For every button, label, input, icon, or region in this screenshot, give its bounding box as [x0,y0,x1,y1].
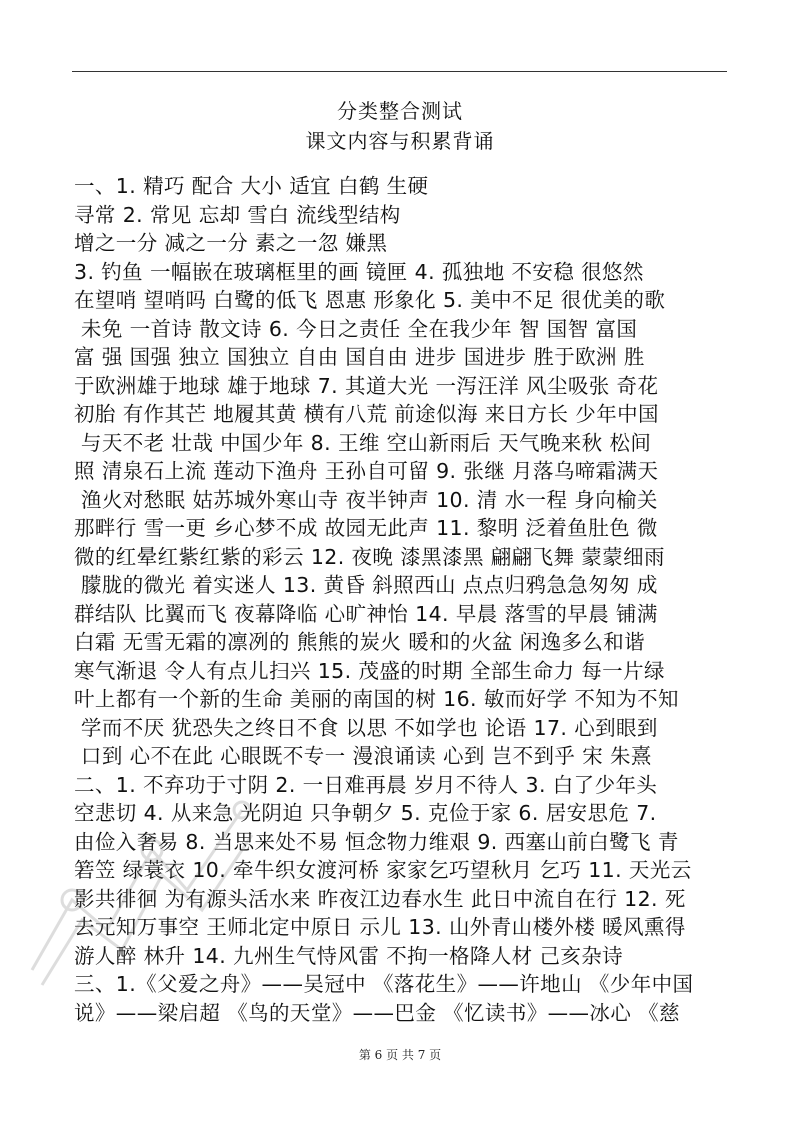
text-line: 叶上都有一个新的生命 美丽的南国的树 16. 敏而好学 不知为不知 [74,687,679,711]
text-line: 初胎 有作其芒 地履其黄 横有八荒 前途似海 来日方长 少年中国 [74,402,659,426]
text-line: 在望哨 望哨吗 白鹭的低飞 恩惠 形象化 5. 美中不足 很优美的歌 [74,288,666,312]
page-subtitle: 课文内容与积累背诵 [305,129,495,153]
text-line: 说》——梁启超 《鸟的天堂》——巴金 《忆读书》——冰心 《慈 [74,1000,680,1025]
text-line: 空悲切 4. 从来急 光阴迫 只争朝夕 5. 克俭于家 6. 居安思危 7. [74,801,657,825]
text-line: 照 清泉石上流 莲动下渔舟 王孙自可留 9. 张继 月落乌啼霜满天 [74,459,659,483]
text-line: 那畔行 雪一更 乡心梦不成 故园无此声 11. 黎明 泛着鱼肚色 微 [74,516,658,540]
text-line: 于欧洲雄于地球 雄于地球 7. 其道大光 一泻汪洋 风尘吸张 奇花 [74,373,659,398]
text-line: 寻常 2. 常见 忘却 雪白 流线型结构 [74,202,401,227]
text-line: 寒气渐退 令人有点儿扫兴 15. 茂盛的时期 全部生命力 每一片绿 [74,658,665,683]
text-line: 口到 心不在此 心眼既不专一 漫浪诵读 心到 岂不到乎 宋 朱熹 [74,744,652,768]
text-line: 3. 钓鱼 一幅嵌在玻璃框里的画 镜匣 4. 孤独地 不安稳 很悠然 [74,259,644,284]
text-line: 富 强 国强 独立 国独立 自由 国自由 进步 国进步 胜于欧洲 胜 [74,345,645,369]
text-line: 群结队 比翼而飞 夜幕降临 心旷神怡 14. 早晨 落雪的早晨 铺满 [74,601,658,626]
text-line: 朦胧的微光 着实迷人 13. 黄昏 斜照西山 点点归鸦急急匆匆 成 [74,573,658,597]
text-line: 由俭入奢易 8. 当思来处不易 恒念物力维艰 9. 西塞山前白鹭飞 青 [74,829,679,854]
page-footer: 第 6 页 共 7 页 [358,1048,442,1062]
text-line: 渔火对愁眠 姑苏城外寒山寺 夜半钟声 10. 清 水一程 身向榆关 [74,487,658,512]
text-line: 与天不老 壮哉 中国少年 8. 王维 空山新雨后 天气晚来秋 松间 [74,430,652,455]
text-line: 白霜 无雪无霜的凛冽的 熊熊的炭火 暖和的火盆 闲逸多么和谐 [74,630,646,654]
text-line: 增之一分 减之一分 素之一忽 嫌黑 [74,231,388,255]
text-line: 箬笠 绿蓑衣 10. 牵牛织女渡河桥 家家乞巧望秋月 乞巧 11. 天光云 [74,858,692,882]
text-line: 二、1. 不弃功于寸阴 2. 一日难再晨 岁月不待人 3. 白了少年头 [74,772,658,797]
header-divider [72,71,727,72]
title-block [0,96,800,156]
text-line: 游人醉 林升 14. 九州生气恃风雷 不拘一格降人材 己亥杂诗 [74,943,624,968]
text-line: 一、1. 精巧 配合 大小 适宜 白鹤 生硬 [74,174,429,198]
text-line: 学而不厌 犹恐失之终日不食 以思 不如学也 论语 17. 心到眼到 [74,715,658,740]
page-title: 分类整合测试 [337,99,463,123]
text-line: 去元知万事空 王师北定中原日 示儿 13. 山外青山楼外楼 暖风熏得 [74,915,686,939]
text-line: 微的红晕红紫红紫的彩云 12. 夜晚 漆黑漆黑 翩翩飞舞 蒙蒙细雨 [74,544,665,569]
text-line: 未免 一首诗 散文诗 6. 今日之责任 全在我少年 智 国智 富国 [74,316,638,341]
text-line: 三、1.《父爱之舟》——吴冠中 《落花生》——许地山 《少年中国 [74,972,694,996]
answer-text-body [74,172,734,1027]
text-line: 影共徘徊 为有源头活水来 昨夜江边春水生 此日中流自在行 12. 死 [74,886,686,911]
